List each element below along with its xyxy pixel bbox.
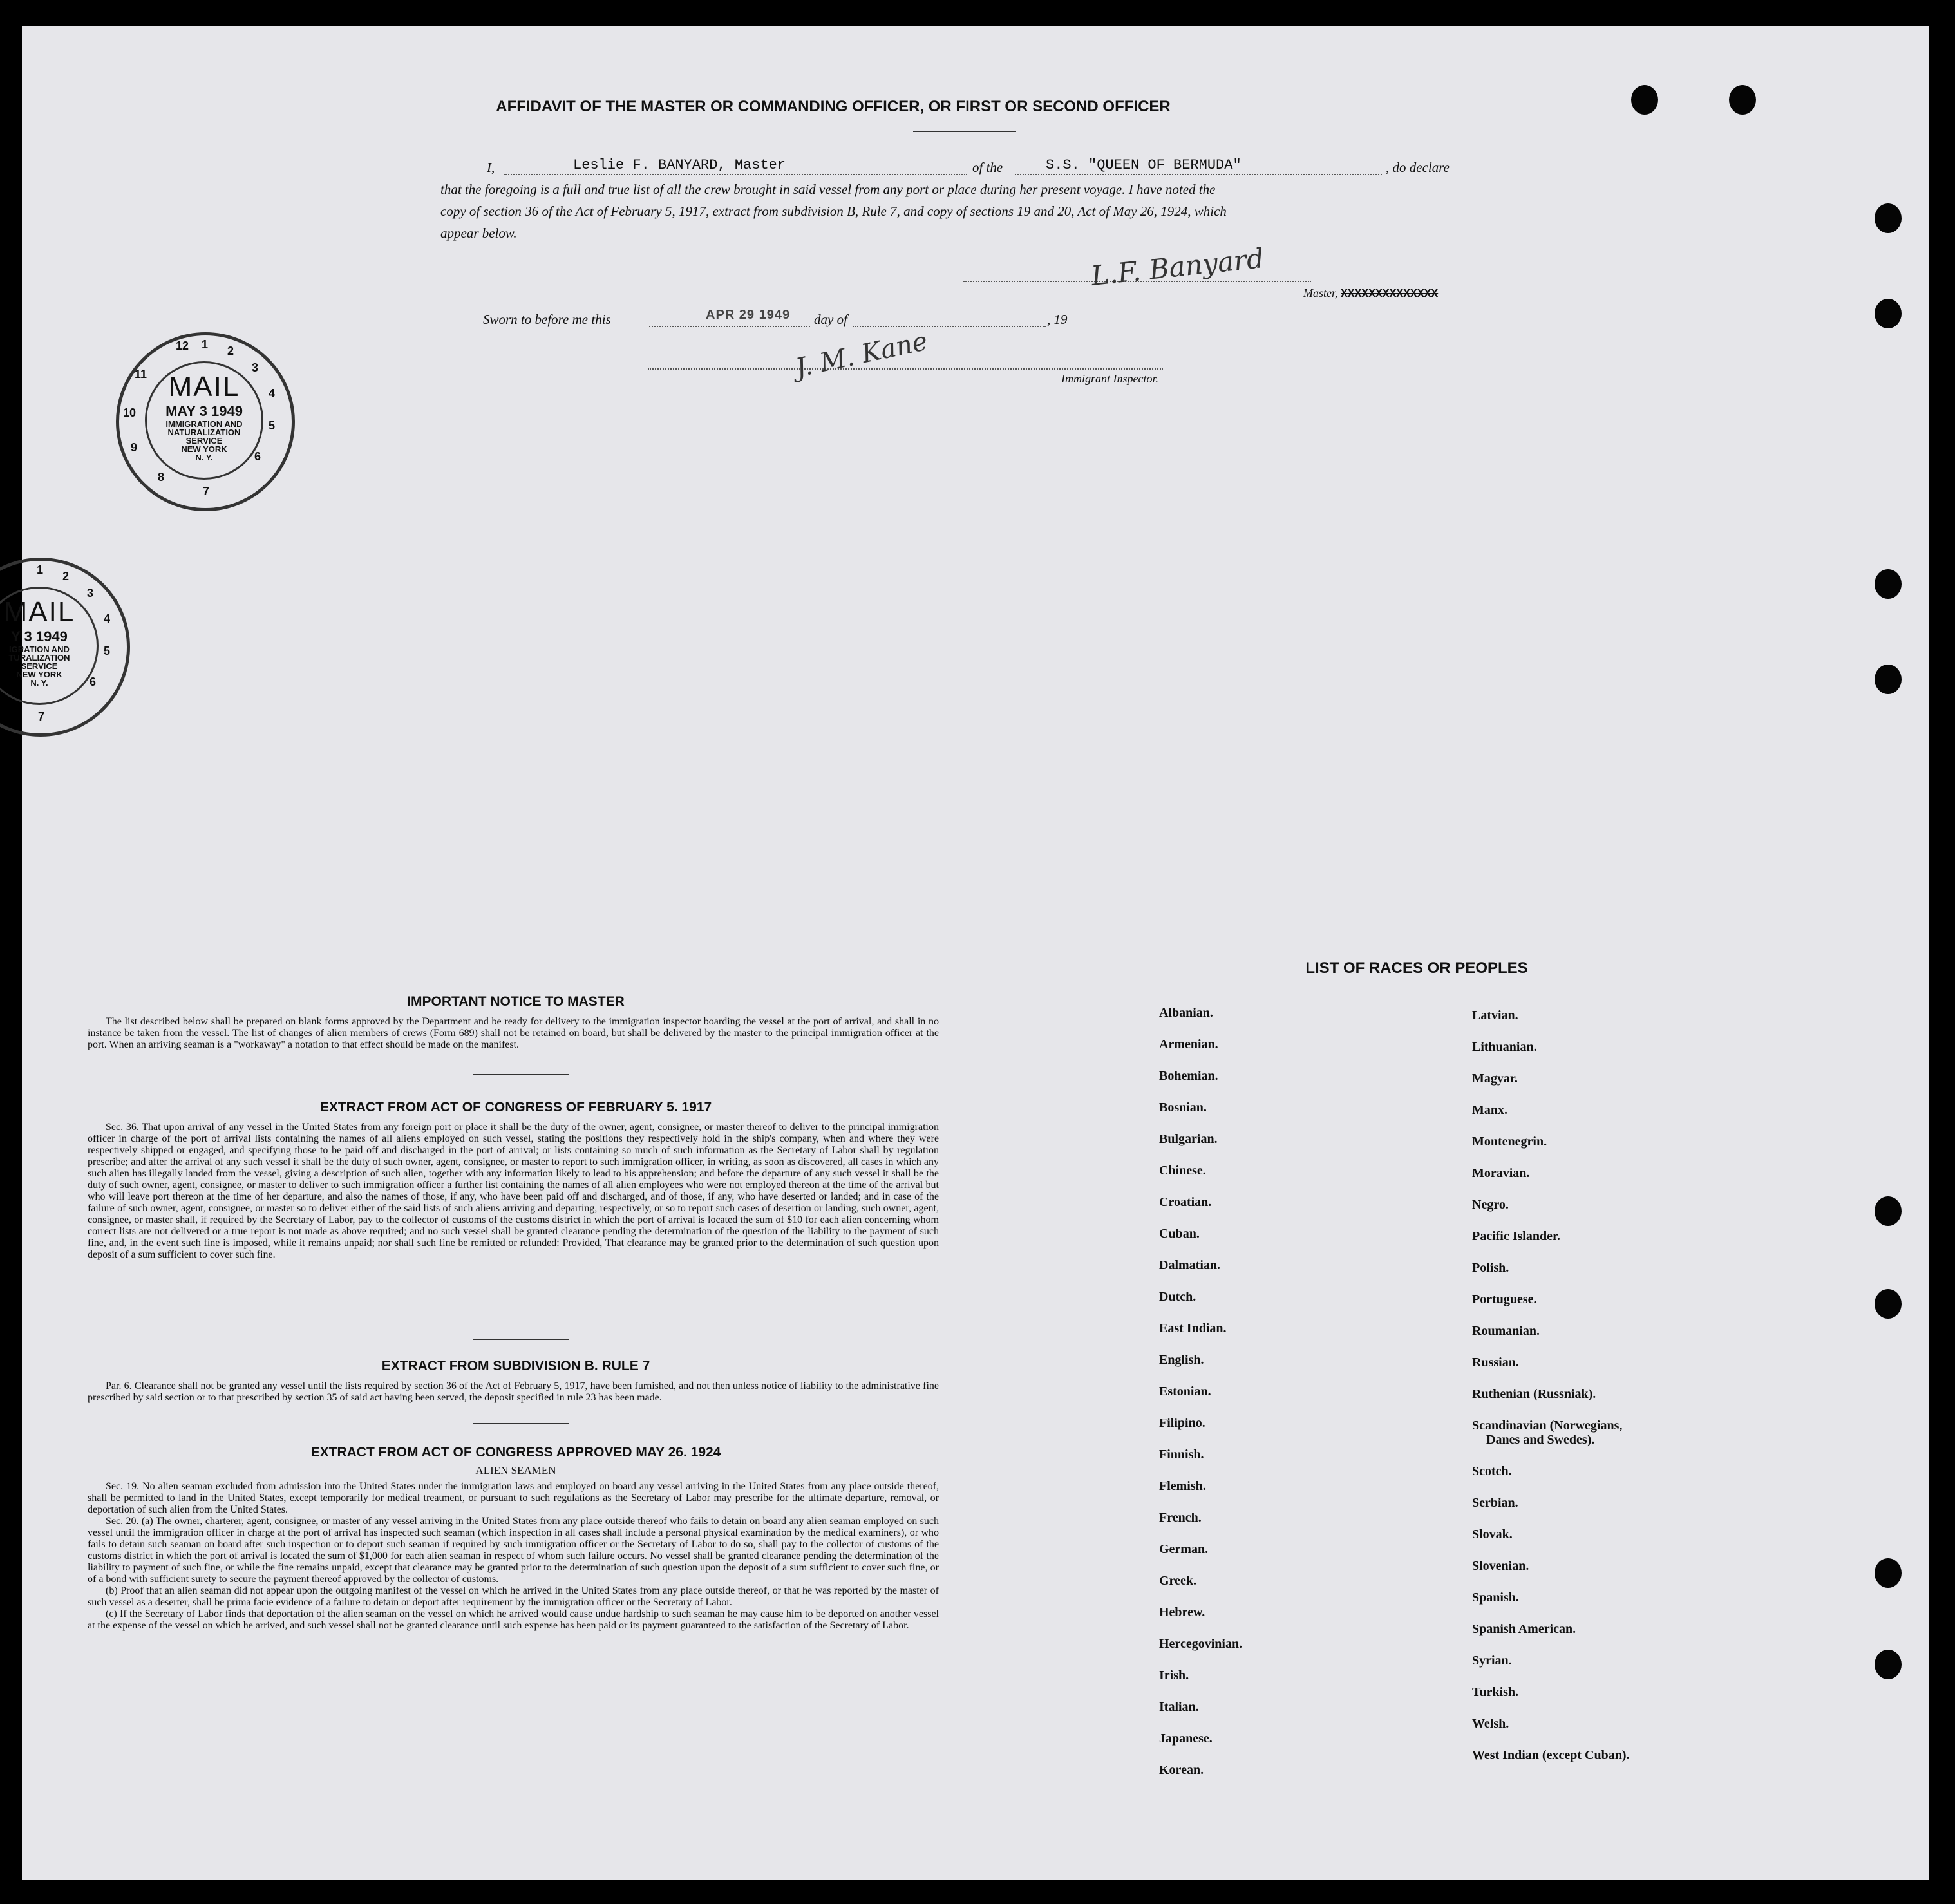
inspector-signature-line <box>648 368 1163 370</box>
divider <box>473 1074 569 1075</box>
race-item: Scotch. <box>1472 1464 1512 1478</box>
race-item: Scandinavian (Norwegians, <box>1472 1419 1623 1433</box>
divider <box>473 1423 569 1424</box>
vessel-line <box>1015 174 1382 175</box>
race-item: Moravian. <box>1472 1166 1530 1180</box>
mail-received-stamp: 1 2 3 4 5 6 7 MAIL Y 3 1949 IGRATION AND TURALIZATION SERVICE NEW YORK N. Y. <box>0 558 130 737</box>
race-item: German. <box>1159 1542 1209 1556</box>
race-item: Welsh. <box>1472 1717 1509 1731</box>
stamp-mail: MAIL <box>3 596 75 628</box>
of-the-label: of the <box>972 160 1003 175</box>
master-name-value: Leslie F. BANYARD, Master <box>573 157 786 173</box>
extract-1924-subtitle: ALIEN SEAMEN <box>475 1464 556 1476</box>
year-label: , 19 <box>1047 312 1068 327</box>
race-item: East Indian. <box>1159 1321 1227 1335</box>
do-declare-label: , do declare <box>1386 160 1450 175</box>
race-item: Bosnian. <box>1159 1100 1207 1115</box>
race-item: Finnish. <box>1159 1447 1204 1462</box>
race-item: Serbian. <box>1472 1496 1518 1510</box>
notice-body: The list described below shall be prepared on blank forms approved by the Department and be ready for delivery to the immigration inspector boarding the vessel at the port of arrival, and shall in no instance be taken from the vessel. The list of changes of alien members of crews (Form 689) shall not be retained on board, but shall be delivered by the master to the principal immigration officer at the port. When an arriving seaman is a "workaway" a notation to that effect should be made on the manifest. <box>88 1016 939 1050</box>
race-item: Croatian. <box>1159 1195 1212 1209</box>
master-struck-text: XXXXXXXXXXXXXX <box>1341 288 1439 301</box>
race-item: Montenegrin. <box>1472 1135 1547 1149</box>
declaration-line-2: copy of section 36 of the Act of February 5, 1917, extract from subdivision B, Rule 7, and copy of sections 19 and 20, Act of May 26, 1924, which <box>440 203 1227 219</box>
race-item: Italian. <box>1159 1700 1199 1714</box>
sworn-date-stamp: APR 29 1949 <box>706 308 791 322</box>
declaration-line-3: appear below. <box>440 225 517 241</box>
punch-hole <box>1875 1289 1902 1319</box>
race-item: Hercegovinian. <box>1159 1637 1243 1651</box>
race-item: Slovak. <box>1472 1527 1513 1541</box>
race-item: Greek. <box>1159 1574 1196 1588</box>
divider <box>913 131 1016 132</box>
notice-title: IMPORTANT NOTICE TO MASTER <box>407 994 625 1009</box>
race-item: Dalmatian. <box>1159 1258 1220 1272</box>
race-item: Armenian. <box>1159 1037 1218 1051</box>
race-item: Spanish. <box>1472 1590 1519 1605</box>
mail-received-stamp: 12 1 2 3 4 5 6 7 8 9 10 11 MAIL MAY 3 1949 IMMIGRATION AND NATURALIZATION SERVICE NEW YORK N. Y. <box>116 332 295 511</box>
stamp-agency: IMMIGRATION AND <box>165 419 243 429</box>
inspector-label: Immigrant Inspector. <box>1061 372 1158 385</box>
race-item: Roumanian. <box>1472 1324 1540 1338</box>
punch-hole <box>1875 203 1902 233</box>
race-item: Estonian. <box>1159 1384 1211 1399</box>
extract-1924-title: EXTRACT FROM ACT OF CONGRESS APPROVED MAY 26. 1924 <box>310 1445 721 1460</box>
race-item: Spanish American. <box>1472 1622 1576 1636</box>
race-item: Syrian. <box>1472 1654 1512 1668</box>
punch-hole <box>1875 1558 1902 1588</box>
race-item: Hebrew. <box>1159 1605 1205 1619</box>
race-item: Danes and Swedes). <box>1486 1433 1595 1447</box>
race-item: Slovenian. <box>1472 1559 1529 1573</box>
extract-1924-body: Sec. 19. No alien seaman excluded from admission into the United States under the immigration laws and employed on board any vessel arriving in the United States from any place outside thereof, shall be permitted to land in the United States, except temporarily for medical treatment, or pursuant to such regulations as the Secretary of Labor may prescribe for the ultimate departure, removal, or deportation of such alien from the United States. Sec. 20. (a) The owner, charterer, agent, consignee, or master of any vessel arriving in the United States from any place outside thereof who fails to detain on board any alien seaman employed on such vessel until the immigration officer in charge at the port of arrival has inspected such seaman (which inspection in all cases shall include a personal physical examination by the medical examiners), or who fails to detain such seaman on board after such inspection or to deport such seaman if required by such immigration officer or the Secretary of Labor to do so, shall pay to the collector of customs of the customs district in which the port of arrival is located the sum of $1,000 for each alien seaman in respect of whom such failure occurs. No vessel shall be granted clearance pending the determination of the liability to payment of such fine, or while the fine remains unpaid, except that clearance may be granted prior to the determination of such question upon the deposit of a sum sufficient to cover such fine, or of a bond with sufficient surety to secure the payment thereof approved by the collector of customs. (b) Proof that an alien seaman did not appear upon the outgoing manifest of the vessel on which he arrived in the United States from any place outside thereof, or that he was reported by the master of such vessel as a deserter, shall be prima facie evidence of a failure to detain or deport after requirement by the immigration officer or the Secretary of Labor. (c) If the Secretary of Labor finds that deportation of the alien seaman on the vessel on which he arrived would cause undue hardship to such seaman he may cause him to be deported on another vessel at the expense of the vessel on which he arrived, and such vessel shall not be granted clearance until such expense has been paid or its payment guaranteed to the satisfaction of the Secretary of Labor. <box>88 1481 939 1631</box>
punch-hole <box>1729 85 1756 115</box>
vessel-value: S.S. "QUEEN OF BERMUDA" <box>1046 157 1242 173</box>
master-title-label <box>1303 287 1438 301</box>
race-item: Polish. <box>1472 1261 1509 1275</box>
race-item: Pacific Islander. <box>1472 1229 1561 1243</box>
race-item: Latvian. <box>1472 1008 1518 1023</box>
race-item: Turkish. <box>1472 1685 1519 1699</box>
stamp-agency: IGRATION AND <box>9 645 70 654</box>
form-page <box>3 26 1929 1880</box>
race-item: Negro. <box>1472 1198 1509 1212</box>
races-right-column <box>1472 1008 1629 1780</box>
punch-hole <box>1875 569 1902 599</box>
i-label: I, <box>487 160 495 175</box>
extract-rule7-body: Par. 6. Clearance shall not be granted any vessel until the lists required by section 36 of the Act of February 5, 1917, have been furnished, and not then unless notice of liability to the administrative fine prescribed by said section or to that prescribed by section 35 of said act having been served, the deposit specified in rule 23 has been made. <box>88 1381 939 1403</box>
race-item: Flemish. <box>1159 1479 1206 1493</box>
race-item: Dutch. <box>1159 1290 1196 1304</box>
extract-1917-title: EXTRACT FROM ACT OF CONGRESS OF FEBRUARY 5. 1917 <box>319 1100 712 1115</box>
race-item: Portuguese. <box>1472 1292 1537 1306</box>
punch-hole <box>1875 1196 1902 1226</box>
master-label: Master, <box>1303 287 1338 299</box>
race-item: West Indian (except Cuban). <box>1472 1748 1630 1762</box>
sworn-date-line <box>649 326 810 327</box>
stamp-date: MAY 3 1949 <box>165 403 243 419</box>
race-item: Japanese. <box>1159 1731 1213 1746</box>
race-item: Manx. <box>1472 1103 1507 1117</box>
race-item: Cuban. <box>1159 1227 1200 1241</box>
races-left-column <box>1159 1006 1242 1795</box>
declaration-line-1: that the foregoing is a full and true list of all the crew brought in said vessel from any port or place during her present voyage. I have noted the <box>440 182 1216 197</box>
race-item: Russian. <box>1472 1355 1519 1370</box>
races-title: LIST OF RACES OR PEOPLES <box>1305 959 1528 977</box>
punch-hole <box>1631 85 1658 115</box>
punch-hole <box>1875 665 1902 694</box>
race-item: Magyar. <box>1472 1071 1518 1086</box>
name-line <box>504 174 967 175</box>
stamp-mail: MAIL <box>168 371 240 402</box>
race-item: Korean. <box>1159 1763 1204 1777</box>
race-item: French. <box>1159 1511 1202 1525</box>
race-item: Ruthenian (Russniak). <box>1472 1387 1596 1401</box>
race-item: Chinese. <box>1159 1164 1206 1178</box>
day-of-label: day of <box>814 312 847 327</box>
race-item: Bohemian. <box>1159 1069 1218 1083</box>
inspector-signature: J. M. Kane <box>793 326 930 384</box>
master-signature: L.F. Banyard <box>1090 242 1266 292</box>
extract-rule7-title: EXTRACT FROM SUBDIVISION B. RULE 7 <box>381 1359 650 1373</box>
race-item: Filipino. <box>1159 1416 1205 1430</box>
race-item: English. <box>1159 1353 1204 1367</box>
race-item: Albanian. <box>1159 1006 1213 1020</box>
race-item: Irish. <box>1159 1668 1189 1682</box>
stamp-date: Y 3 1949 <box>11 628 68 645</box>
affidavit-title: AFFIDAVIT OF THE MASTER OR COMMANDING OFFICER, OR FIRST OR SECOND OFFICER <box>496 98 1171 115</box>
punch-hole <box>1875 299 1902 328</box>
month-line <box>853 326 1046 327</box>
race-item: Lithuanian. <box>1472 1040 1537 1054</box>
race-item: Bulgarian. <box>1159 1132 1218 1146</box>
punch-hole <box>1875 1650 1902 1679</box>
sworn-label: Sworn to before me this <box>483 312 611 327</box>
divider <box>473 1339 569 1340</box>
extract-1917-body: Sec. 36. That upon arrival of any vessel in the United States from any foreign port or place it shall be the duty of the owner, agent, consignee, or master thereof to deliver to the principal immigration officer in charge of the port of arrival lists containing the names of all aliens employed on such vessel, stating the positions they respectively hold in the ship's company, when and where they were respectively shipped or engaged, and specifying those to be paid off and discharged in the port of arrival; or lists containing so much of such information as the Secretary of Labor shall by regulation prescribe; and after the arrival of any such vessel it shall be the duty of such owner, agent, consignee, or master to report to such immigration officer, in writing, as soon as discovered, all cases in which any such alien has illegally landed from the vessel, giving a description of such alien, together with any information likely to lead to his apprehension; and before the departure of any such vessel it shall be the duty of such owner, agent, consignee, or master to deliver to such immigration officer a further list containing the names of all alien employees who were not employed thereon at the time of the arrival but who will leave port thereon at the time of her departure, and also the names of those, if any, who have been paid off and discharged, and of those, if any, who have deserted or landed; and in case of the failure of such owner, agent, consignee, or master so to deliver either of the said lists of such aliens arriving and departing, respectively, or so to report such cases of desertion or landing, such owner, agent, consignee, or master shall, if required by the Secretary of Labor, pay to the collector of customs of the customs district in which the port of arrival is located the sum of $10 for each alien concerning whom correct lists are not delivered or a true report is not made as above required; and no such vessel shall be granted clearance pending the determination of the question of the liability to the payment of such fine, and, in the event such fine is imposed, while it remains unpaid; nor shall such fine be remitted or refunded: Provided, That clearance may be granted prior to the determination of such question upon deposit of a sum sufficient to cover such fine. <box>88 1122 939 1260</box>
